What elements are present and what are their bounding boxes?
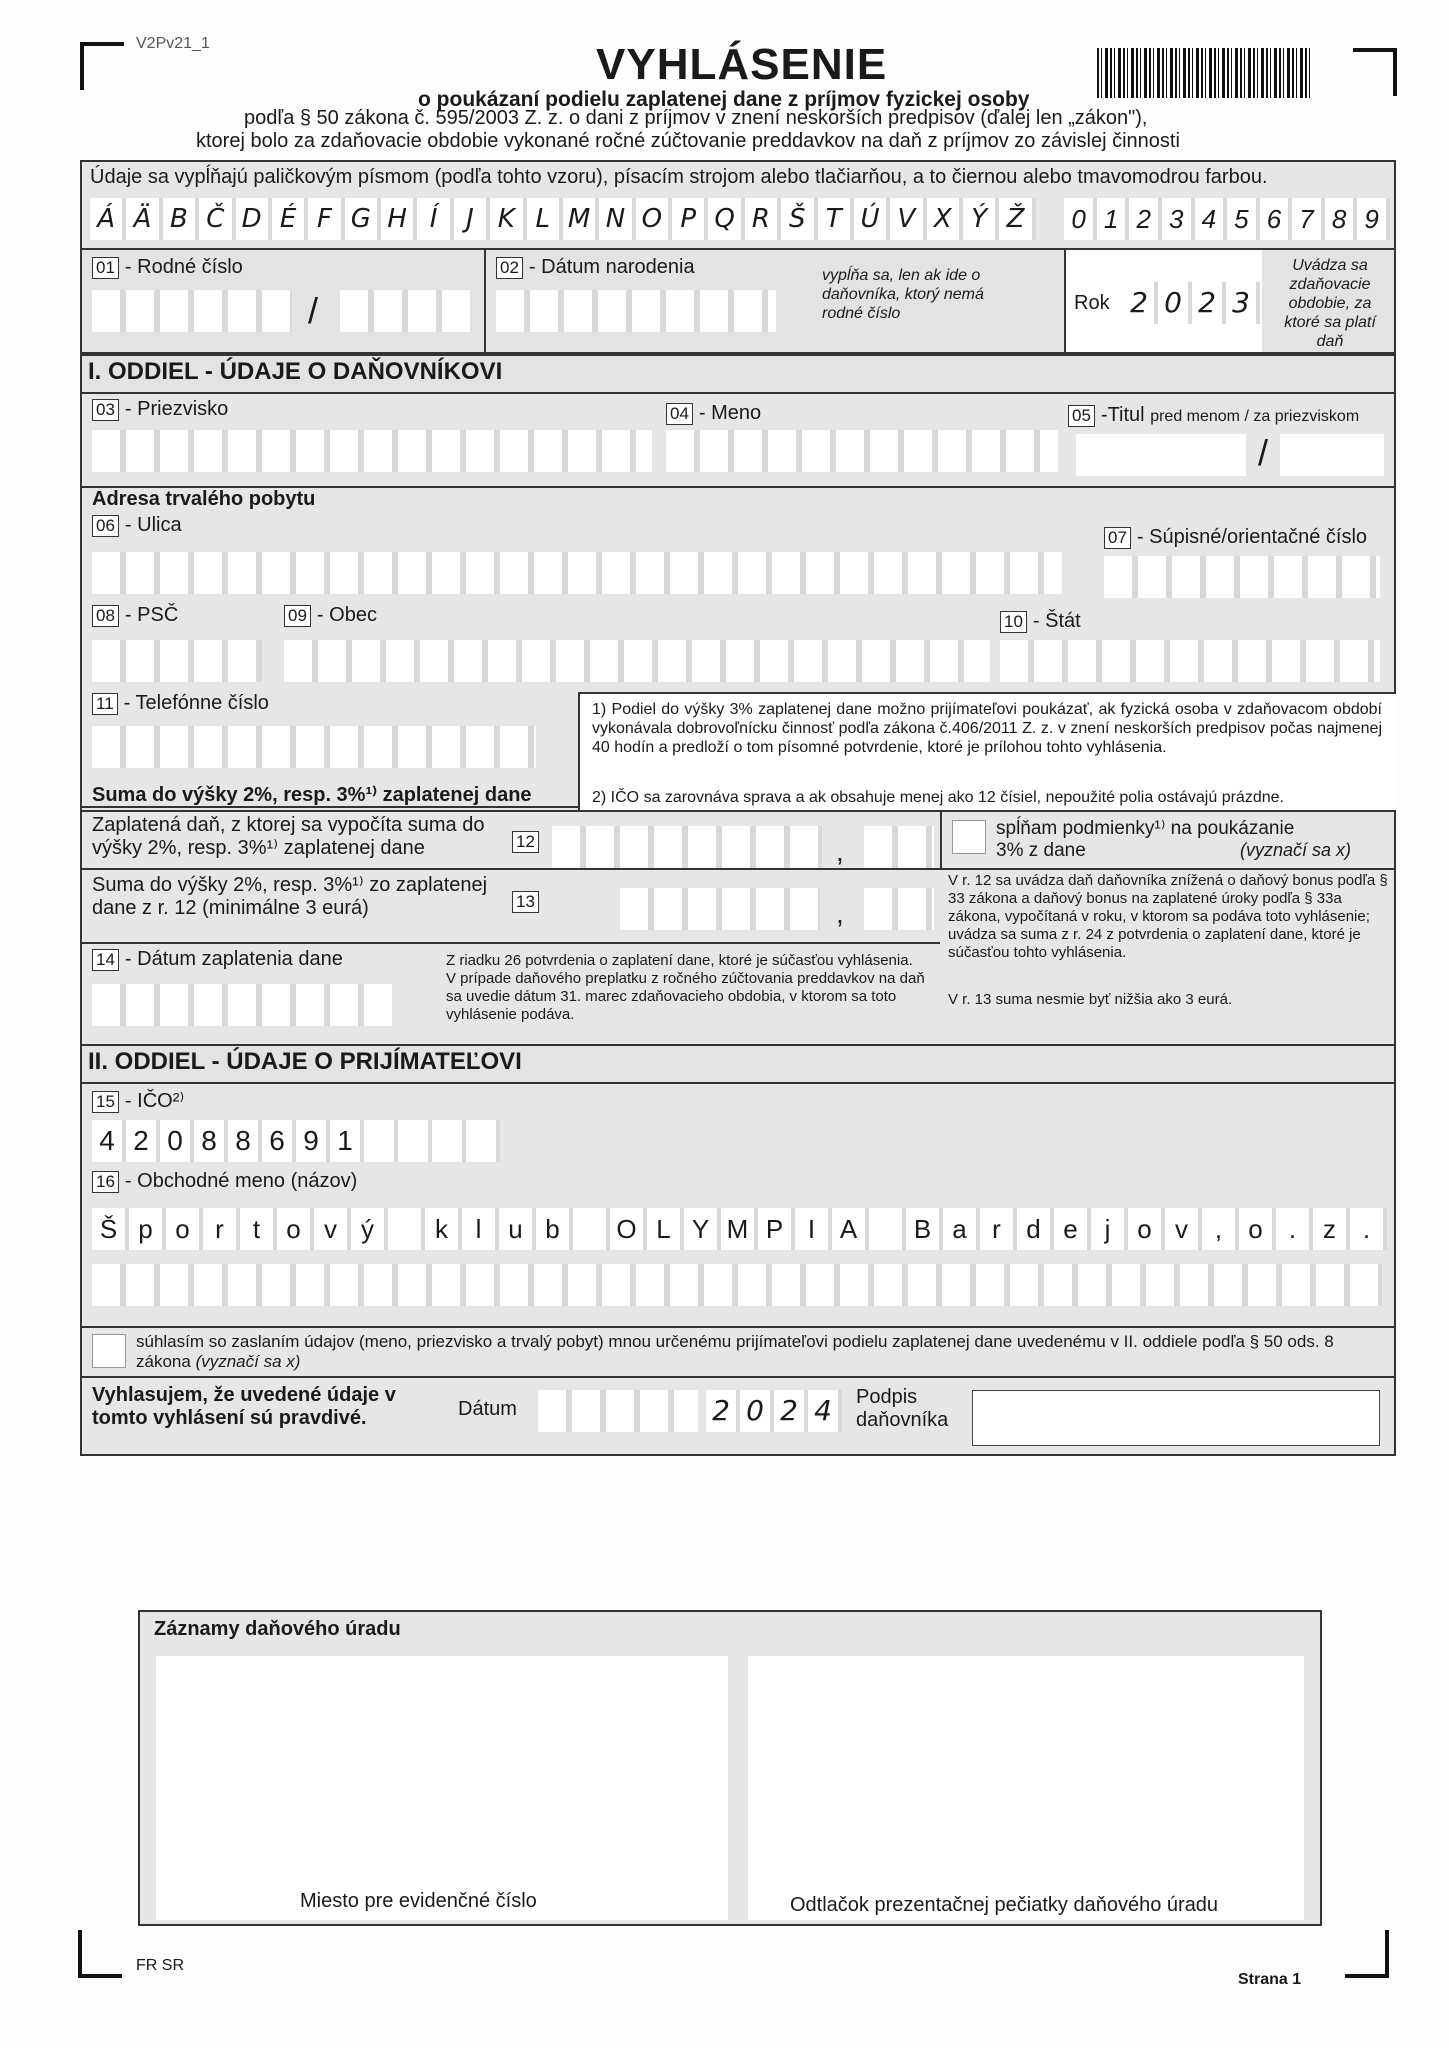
declaration: Vyhlasujem, že uvedené údaje v tomto vyhlásení sú pravdivé. (92, 1384, 396, 1429)
sample-letter: Á (90, 198, 126, 240)
postal-code-input[interactable] (92, 640, 262, 682)
sample-letter: M (563, 198, 599, 240)
barcode (1097, 48, 1311, 98)
sample-letter: K (490, 198, 526, 240)
field-03-label: 03 - Priezvisko (92, 398, 228, 421)
sample-digit: 0 (1064, 198, 1097, 240)
ico-digit: 4 (92, 1120, 126, 1162)
name-char: u (499, 1208, 536, 1250)
field-09-label: 09 - Obec (284, 604, 377, 627)
date-year-digit: 4 (808, 1390, 842, 1432)
name-char: v (314, 1208, 351, 1250)
recipient-name-value[interactable] (92, 1208, 1392, 1250)
year-digit: 2 (1124, 282, 1158, 324)
divider (940, 810, 942, 868)
sample-letter: Ä (126, 198, 162, 240)
footer-left: FR SR (136, 1957, 184, 1974)
r13-note: V r. 13 suma nesmie byť nižšia ako 3 eurá. (948, 991, 1233, 1008)
name-char: o (166, 1208, 203, 1250)
sample-letter: Ú (854, 198, 890, 240)
name-char: Y (684, 1208, 721, 1250)
sample-digit: 7 (1292, 198, 1325, 240)
name-char: I (795, 1208, 832, 1250)
field-02-note: vypĺňa sa, len ak ide o daňovníka, ktorý nemá rodné číslo (822, 267, 984, 322)
ico-value[interactable] (92, 1120, 500, 1162)
date-year-digit: 0 (740, 1390, 774, 1432)
sample-digit: 4 (1195, 198, 1228, 240)
field-10-label: 10 - Štát (1000, 610, 1081, 633)
sample-letter: Č (199, 198, 235, 240)
divider (80, 1376, 1396, 1378)
payment-date-input[interactable] (92, 984, 392, 1026)
name-char: j (1091, 1208, 1128, 1250)
corner-mark (78, 1930, 122, 1978)
country-input[interactable] (1000, 640, 1380, 682)
corner-mark (80, 42, 124, 90)
field-06-label: 06 - Ulica (92, 514, 182, 537)
field-16-label: 16 - Obchodné meno (názov) (92, 1170, 357, 1193)
sample-letter: H (381, 198, 417, 240)
sample-digit: 3 (1162, 198, 1195, 240)
sample-letter: P (672, 198, 708, 240)
sample-digit: 2 (1129, 198, 1162, 240)
birth-date-input[interactable] (496, 290, 776, 332)
year-digit: 3 (1226, 282, 1260, 324)
section-2-title: II. ODDIEL - ÚDAJE O PRIJÍMATEĽOVI (88, 1048, 522, 1075)
surname-input[interactable] (92, 430, 652, 472)
name-char: o (277, 1208, 314, 1250)
name-char: t (240, 1208, 277, 1250)
name-char: k (425, 1208, 462, 1250)
condition-hint: (vyznačí sa x) (1240, 840, 1352, 860)
name-char: l (462, 1208, 499, 1250)
page-subtitle: o poukázaní podielu zaplatenej dane z príjmov fyzickej osoby (418, 88, 1030, 111)
footnote-2: 2) IČO sa zarovnáva sprava a ak obsahuje menej ako 12 čísiel, nepoužité polia ostávajú prázdne. (592, 789, 1284, 806)
sum-title: Suma do výšky 2%, resp. 3%¹⁾ zaplatenej dane (92, 784, 532, 806)
name-char: ý (351, 1208, 388, 1250)
name-char: B (906, 1208, 943, 1250)
ico-digit: 8 (228, 1120, 262, 1162)
address-title: Adresa trvalého pobytu (92, 488, 316, 510)
title-after-input[interactable] (1280, 434, 1384, 476)
sample-letter: O (636, 198, 672, 240)
field-05-label: 05 -Titul pred menom / za priezviskom (1068, 404, 1359, 427)
divider (80, 942, 940, 944)
field-13-label: Suma do výšky 2%, resp. 3%¹⁾ zo zaplatenej dane z r. 12 (minimálne 3 eurá) (92, 874, 488, 919)
field-01-label: 01 - Rodné číslo (92, 256, 243, 279)
footer-right: Strana 1 (1238, 1971, 1302, 1988)
section-1-title: I. ODDIEL - ÚDAJE O DAŇOVNÍKOVI (88, 358, 503, 385)
sample-letter: Š (781, 198, 817, 240)
sample-letter: G (345, 198, 381, 240)
name-char: M (721, 1208, 758, 1250)
ico-empty-cell[interactable] (364, 1120, 398, 1162)
sample-letter: L (527, 198, 563, 240)
sample-digit: 9 (1357, 198, 1390, 240)
phone-input[interactable] (92, 726, 536, 768)
name-char: . (1350, 1208, 1387, 1250)
sample-letter: B (163, 198, 199, 240)
corner-mark (1353, 48, 1397, 96)
birth-number-suffix-input[interactable] (340, 290, 470, 332)
field-15-label: 15 - IČO²⁾ (92, 1088, 184, 1113)
field-12-label: Zaplatená daň, z ktorej sa vypočíta suma do výšky 2%, resp. 3%¹⁾ zaplatenej dane (92, 814, 485, 859)
divider (80, 810, 1396, 812)
field-11-label: 11 - Telefónne číslo (92, 692, 269, 715)
sample-digit: 1 (1097, 198, 1130, 240)
name-char: Š (92, 1208, 129, 1250)
condition-checkbox[interactable] (952, 820, 986, 854)
office-right-box (748, 1656, 1304, 1920)
name-char: . (1276, 1208, 1313, 1250)
comma: , (836, 898, 844, 929)
sample-characters (90, 198, 1390, 242)
name-char: z (1313, 1208, 1350, 1250)
sample-digit: 5 (1227, 198, 1260, 240)
field-14-note: Z riadku 26 potvrdenia o zaplatení dane, ktoré je súčasťou vyhlásenia. V prípade daňového preplatku z ročného zúčtovania preddavkov na daň sa uvedie dátum 31. marec zdaňovacieho obdobia, v ktorom sa toto vyhlásenie podáva. (446, 952, 925, 1023)
ico-digit: 6 (262, 1120, 296, 1162)
year-label: Rok (1074, 292, 1110, 314)
ico-digit: 9 (296, 1120, 330, 1162)
condition-text: spĺňam podmienky¹⁾ na poukázanie 3% z dane (996, 818, 1295, 861)
ico-digit: 0 (160, 1120, 194, 1162)
year-note: Uvádza sa zdaňovacie obdobie, za ktoré sa platí daň (1284, 257, 1376, 350)
sample-letter: X (927, 198, 963, 240)
sign-date-year[interactable] (706, 1390, 842, 1432)
sample-letter: N (599, 198, 635, 240)
name-char: b (536, 1208, 573, 1250)
name-char: o (1128, 1208, 1165, 1250)
office-left-label: Miesto pre evidenčné číslo (300, 1890, 537, 1912)
field-07-label: 07 - Súpisné/orientačné číslo (1104, 526, 1367, 549)
divider (80, 1326, 1396, 1328)
office-left-box (156, 1656, 728, 1920)
ico-digit: 2 (126, 1120, 160, 1162)
sign-label: Podpis daňovníka (856, 1386, 949, 1431)
name-char: v (1165, 1208, 1202, 1250)
recipient-name-line-2[interactable] (92, 1264, 1382, 1306)
sample-letter: D (236, 198, 272, 240)
sign-date-input[interactable] (538, 1390, 698, 1432)
name-char: , (1202, 1208, 1239, 1250)
comma: , (836, 836, 844, 867)
consent-checkbox[interactable] (92, 1334, 126, 1368)
field-12-number: 12 (512, 830, 545, 853)
sample-letter: J (454, 198, 490, 240)
signature-field[interactable] (972, 1390, 1380, 1446)
title-separator: / (1258, 432, 1269, 473)
name-char: P (758, 1208, 795, 1250)
sample-letter: Ž (999, 198, 1035, 240)
divider (80, 868, 1396, 870)
sample-letter: F (308, 198, 344, 240)
sample-letter: É (272, 198, 308, 240)
law-line-2: ktorej bolo za zdaňovacie obdobie vykonané ročné zúčtovanie preddavkov na daň z príjmov zo závislej činnosti (196, 130, 1180, 152)
ico-empty-cell[interactable] (432, 1120, 466, 1162)
sample-letter: Q (708, 198, 744, 240)
year-digit: 0 (1158, 282, 1192, 324)
field-13-number: 13 (512, 890, 545, 913)
name-char: r (980, 1208, 1017, 1250)
name-char (573, 1208, 610, 1250)
footnote-1: 1) Podiel do výšky 3% zaplatenej dane možno prijímateľovi poukázať, ak fyzická osoba v zdaňovacom období vykonávala dobrovoľnícku činnosť podľa zákona č.406/2011 Z. z. v znení neskorších predpisov počas najmenej 40 hodín a predloží o tom písomné potvrdenie, ktoré je prílohou tohto vyhlásenia. (592, 701, 1382, 756)
sample-letter: T (818, 198, 854, 240)
law-line-1: podľa § 50 zákona č. 595/2003 Z. z. o dani z príjmov v znení neskorších predpisov (ďalej len „zákon"), (244, 107, 1148, 129)
corner-mark (1345, 1930, 1389, 1978)
sum-input[interactable] (620, 888, 820, 930)
city-input[interactable] (284, 640, 990, 682)
date-year-digit: 2 (706, 1390, 740, 1432)
consent-text: súhlasím so zaslaním údajov (meno, priezvisko a trvalý pobyt) mnou určenému prijímateľovi podielu zaplatenej dane uvedenému v II. oddiele podľa § 50 ods. 8 zákona (vyznačí sa x) (136, 1332, 1334, 1371)
year-value[interactable] (1124, 282, 1260, 324)
house-number-input[interactable] (1104, 556, 1380, 598)
name-char: p (129, 1208, 166, 1250)
ico-digit: 8 (194, 1120, 228, 1162)
sample-digit: 6 (1260, 198, 1293, 240)
name-char (869, 1208, 906, 1250)
title-before-input[interactable] (1076, 434, 1246, 476)
name-char: O (610, 1208, 647, 1250)
sample-letter: V (890, 198, 926, 240)
name-char: d (1017, 1208, 1054, 1250)
date-label: Dátum (458, 1398, 517, 1420)
sample-digit: 8 (1325, 198, 1358, 240)
birth-number-input[interactable] (92, 290, 292, 332)
ico-empty-cell[interactable] (398, 1120, 432, 1162)
name-char (388, 1208, 425, 1250)
field-14-label: 14 - Dátum zaplatenia dane (92, 948, 343, 971)
ico-empty-cell[interactable] (466, 1120, 500, 1162)
name-char: o (1239, 1208, 1276, 1250)
field-04-label: 04 - Meno (666, 402, 761, 425)
sample-letter: Í (417, 198, 453, 240)
sample-letter: R (745, 198, 781, 240)
instruction-text: Údaje sa vypĺňajú paličkovým písmom (podľa tohto vzoru), písacím strojom alebo tlačiarňou, a to čiernou alebo tmavomodrou farbou. (90, 166, 1268, 188)
office-title: Záznamy daňového úradu (154, 1618, 401, 1640)
name-char: r (203, 1208, 240, 1250)
name-char: A (832, 1208, 869, 1250)
paid-tax-cents-input[interactable] (864, 826, 934, 868)
field-08-label: 08 - PSČ (92, 604, 178, 627)
name-char: e (1054, 1208, 1091, 1250)
sum-cents-input[interactable] (864, 888, 934, 930)
ico-digit: 1 (330, 1120, 364, 1162)
field-02-label: 02 - Dátum narodenia (496, 256, 695, 279)
first-name-input[interactable] (666, 430, 1058, 472)
year-digit: 2 (1192, 282, 1226, 324)
sample-letter: Ý (963, 198, 999, 240)
office-right-label: Odtlačok prezentačnej pečiatky daňového úradu (790, 1894, 1219, 1916)
street-input[interactable] (92, 552, 1062, 594)
name-char: L (647, 1208, 684, 1250)
r12-note: V r. 12 sa uvádza daň daňovníka znížená o daňový bonus podľa § 33 zákona a daňový bonus na zaplatené úroky podľa § 33a zákona, vypočítaná v roku, v ktorom sa podáva toto vyhlásenie; uvádza sa suma z r. 24 z potvrdenia o zaplatení dane, ktoré je súčasťou tohto vyhlásenia. (948, 872, 1388, 961)
name-char: a (943, 1208, 980, 1250)
birth-number-separator: / (308, 290, 319, 331)
date-year-digit: 2 (774, 1390, 808, 1432)
form-code: V2Pv21_1 (136, 35, 210, 52)
page-title: VYHLÁSENIE (596, 40, 888, 89)
divider (484, 248, 486, 354)
paid-tax-input[interactable] (552, 826, 822, 868)
